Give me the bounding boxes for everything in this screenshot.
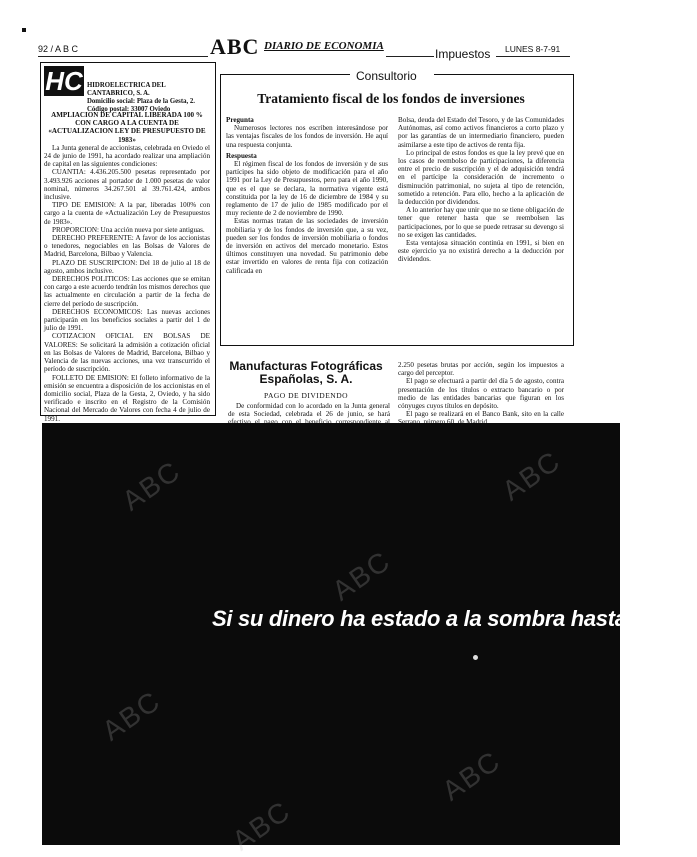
question-label: Pregunta (226, 116, 254, 124)
registration-mark (22, 28, 26, 32)
answer-paragraph: El régimen fiscal de los fondos de inversión y de sus partícipes ha sido objeto de modificación para el año 1991 por la Ley de Presupuestos, pero para el año 1990, que es el que se declara, la normativa vigente está constituida por la ley de 16 de diciembre de 1984 y su reglamento de 17 de julio de 1985 modificado por el muy reciente de 2 de noviembre de 1990. (226, 160, 388, 218)
dividend-paragraph: El pago se efectuará a partir del día 5 de agosto, contra presentación de los títulos o extracto bancario o por medio de las entidades bancarias que figuran en los cónyuges cuyos títulos en depósito. (398, 377, 564, 411)
dividend-paragraph: 2.250 pesetas brutas por acción, según los impuestos a cargo del perceptor. (398, 361, 564, 378)
company-title: HIDROELECTRICA DEL CANTABRICO, S. A. (87, 82, 166, 97)
answer-paragraph: Estas normas tratan de las sociedades de inversión mobiliaria y de los fondos de inversión que, a su vez, pueden ser los fondos de inversión mobiliaria o fondos de inversión en activos del mercado monetario. Estos últimos constituyen una novedad. Su patrimonio debe estar invertido en valores de renta fija con cotización calificada en (226, 217, 388, 275)
watermark-abc: ABC (326, 544, 397, 607)
page-number: 92 / A B C (38, 44, 79, 54)
answer-paragraph: A lo anterior hay que unir que no se tiene obligación de tener que retener hasta que se reembolsen las participaciones, por lo que se puede retrasar su devengo si no se exigen las cantidades. (398, 206, 564, 239)
notice-paragraph: PROPORCION: Una acción nueva por siete antiguas. (52, 225, 205, 234)
company-address: Domicilio social: Plaza de la Gesta, 2. Código postal: 33007 Oviedo (87, 98, 195, 113)
notice-paragraph: PLAZO DE SUSCRIPCION: Del 18 de julio al 18 de agosto, ambos inclusive. (44, 258, 210, 275)
notice-paragraph: COTIZACION OFICIAL EN BOLSAS DE VALORES: Se solicitará la admisión a cotización oficial en las Bolsas de Valores de Madrid, Barcelona, Bilbao y Valencia de las nuevas acciones, una vez transcurrido el período de suscripción. (44, 332, 210, 374)
answer-paragraph: Lo principal de estos fondos es que la ley prevé que en los casos de reembolso de participaciones, la diferencia entre el precio de suscripción y el de adquisición tendrá en el partícipe la consideración de incremento o disminución patrimonial, no sujeta al tipo de retención, sometido a retención. Para ello, hecho a la aplicación de la deducción por dividendos. (398, 148, 564, 207)
notice-body (44, 111, 210, 431)
notice-paragraph: DERECHOS POLITICOS: Las acciones que se emitan con cargo a este acuerdo tendrán los mismos derechos que las actualmente en circulación a partir de la fecha de cierre del período de suscripción. (44, 275, 210, 308)
notice-paragraph: CUANTIA: 4.436.205.500 pesetas representado por 3.493.926 acciones al portador de 1.000 pesetas de valor nominal, números 34.267.501 al 39.761.424, ambos inclusive. (44, 168, 210, 202)
watermark-abc: ABC (436, 744, 507, 807)
watermark-abc: ABC (96, 684, 167, 747)
dividend-company: Manufacturas Fotográficas Españolas, S. A. (229, 359, 383, 386)
issue-date: LUNES 8-7-91 (505, 44, 561, 54)
masthead-logo: ABC (210, 34, 260, 59)
section-title: Impuestos (435, 47, 491, 61)
answer-label: Respuesta (226, 151, 257, 160)
watermark-abc: ABC (116, 454, 187, 517)
dividend-paragraph: El pago se realizará en el Banco Bank, sito en la calle (406, 410, 564, 419)
header-rule-mid (386, 56, 434, 57)
notice-paragraph: TIPO DE EMISION: A la par, liberadas 100% con cargo a la cuenta de «Actualización Ley de Presupuestos de 1983». (44, 201, 210, 226)
notice-heading: AMPLIACION DE CAPITAL LIBERADA 100 % CON CARGO A LA CUENTA DE «ACTUALIZACION LEY DE PRESUPUESTO DE 1983» (48, 111, 206, 144)
masthead-subtitle: DIARIO DE ECONOMIA (264, 40, 384, 52)
consultorio-label: Consultorio (356, 69, 417, 83)
notice-paragraph: DERECHO PREFERENTE: A favor de los accionistas o tenedores, negociables en las Bolsas de Valores de Madrid, Barcelona, Bilbao y Valencia. (44, 234, 210, 259)
watermark-abc: ABC (496, 444, 567, 507)
decorative-dot (473, 655, 478, 660)
article-headline: Tratamiento fiscal de los fondos de inversiones (257, 91, 525, 106)
answer-paragraph: Esta ventajosa situación continúa en 1991, si bien en este ejercicio ya no existirá derecho a la deducción por dividendos. (398, 239, 564, 264)
header-rule-left (38, 56, 208, 57)
answer-paragraph: Bolsa, deuda del Estado del Tesoro, y de las Comunidades Autónomas, así como activos financieros a corto plazo y por las garantías de un intermediario financiero, pueden asimilarse a este tipo de activos de renta fija. (398, 116, 564, 149)
watermark-abc: ABC (226, 794, 297, 857)
article-column-2 (398, 116, 564, 264)
company-name (87, 82, 211, 114)
company-logo: HC (45, 66, 83, 96)
notice-paragraph: FOLLETO DE EMISION: El folleto informativo de la emisión se encuentra a disposición de los accionistas en el domicilio social, Plaza de la Gesta, 2, Oviedo, y ha sido verificado e inscrito en el Registro de la Comisión Nacional del Mercado de Valores con fecha 4 de julio de 1991. (44, 373, 210, 423)
dividend-paragraph: De conformidad con lo acordado en la Junta general de esta Sociedad, celebrada el 26 de junio, se hará (228, 402, 390, 419)
advert-slogan: Si su dinero ha estado a la sombra hasta ahora, (212, 606, 697, 631)
header-rule-right (496, 56, 570, 57)
question-text: Numerosos lectores nos escriben interesándose por las ventajas fiscales de los fondos de inversión. He aquí una respuesta conjunta. (226, 124, 388, 149)
notice-paragraph: DERECHOS ECONOMICOS: Las nuevas acciones participarán en los beneficios sociales a partir del 1 de julio de 1991. (44, 307, 210, 333)
notice-paragraph: La Junta general de accionistas, celebrada en Oviedo el 24 de junio de 1991, ha acordado realizar una ampliación de capital en las siguientes condiciones: (44, 143, 210, 169)
article-column-1 (226, 116, 388, 275)
dividend-subtitle: PAGO DE DIVIDENDO (263, 391, 349, 400)
